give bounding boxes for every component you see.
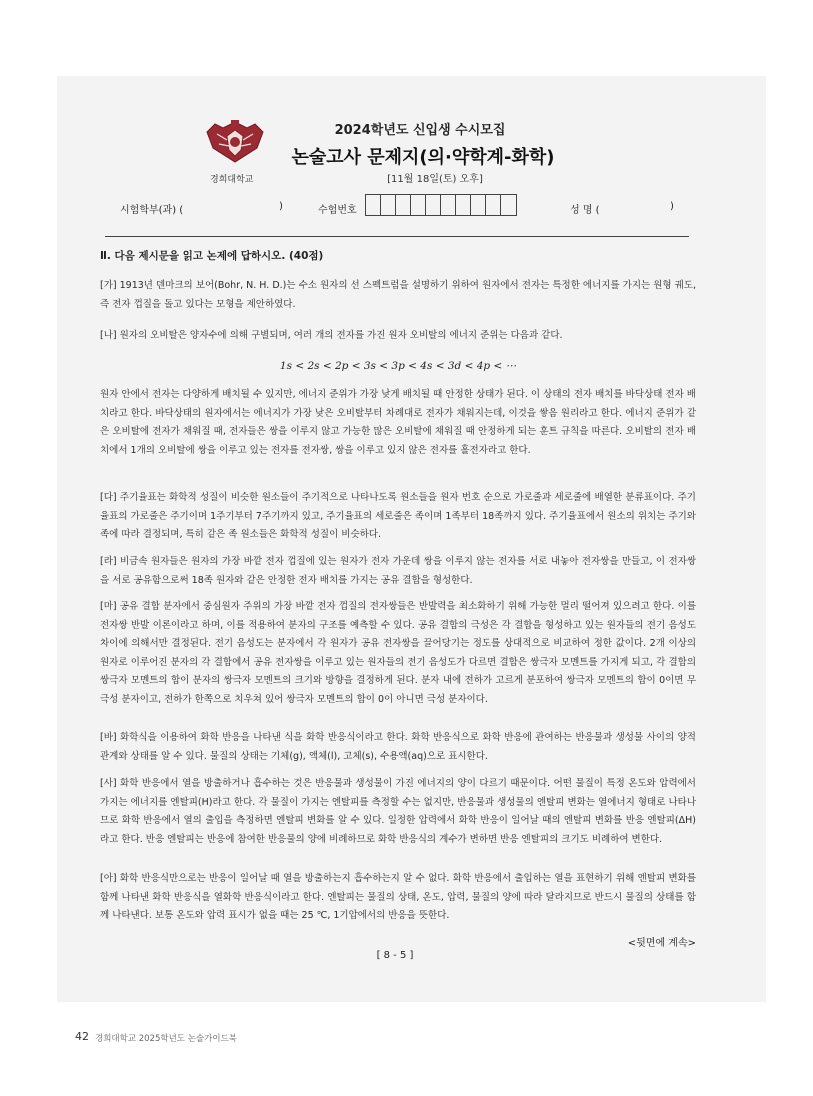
name-label: 성 명 ( bbox=[570, 205, 600, 216]
exam-number-digit[interactable] bbox=[366, 195, 381, 215]
name-close: ) bbox=[670, 201, 674, 212]
passage-ba: [바] 화학식을 이용하여 화학 반응을 나타낸 식을 화학 반응식이라고 한다. 화학 반응식으로 화학 반응에 관여하는 반응물과 생성물 사이의 양적 관계와 상태를 알 수 있다. 물질의 상태는 기체(g), 액체(l), 고체(s), 수용액(aq)으로 표시한다. bbox=[100, 732, 696, 762]
exam-year-title: 2024학년도 신입생 수시모집 bbox=[334, 123, 506, 138]
page-indicator: [ 8 - 5 ] bbox=[376, 950, 414, 961]
exam-number-digit[interactable] bbox=[501, 195, 516, 215]
exam-number-digit[interactable] bbox=[396, 195, 411, 215]
exam-number-digit[interactable] bbox=[486, 195, 501, 215]
orbital-order-formula: 1s < 2s < 2p < 3s < 3p < 4s < 3d < 4p < ⋯ bbox=[279, 360, 517, 372]
exam-number-boxes[interactable] bbox=[365, 194, 517, 216]
university-emblem-icon bbox=[203, 118, 267, 166]
passage-ma: [마] 공유 결합 분자에서 중심원자 주위의 가장 바깥 전자 껍질의 전자쌍들은 반발력을 최소화하기 위해 가능한 멀리 떨어져 있으려고 한다. 이를 전자쌍 반발 이론이라고 하며, 이를 적용하여 분자의 구조를 예측할 수 있다. 공유 결합의 극성은 각 결합을 형성하고 있는 원자들의 전기 음성도 차이에 의해서만 결정된다. 전기 음성도는 분자에서 각 원자가 공유 전자쌍을 끌어당기는 정도를 상대적으로 비교하여 정한 값이다. 2개 이상의 원자로 이루어진 분자의 각 결합에서 공유 전자쌍을 이루고 있는 원자들의 전기 음성도가 다르면 결합은 쌍극자 모멘트를 가지게 되고, 각 결합의 쌍극자 모멘트의 합이 분자의 쌍극자 모멘트의 크기와 방향을 결정하게 된다. 분자 내에 전하가 고르게 분포하여 쌍극자 모멘트의 합이 0이면 무극성 분자이고, 전하가 한쪽으로 치우쳐 있어 쌍극자 모멘트의 합이 0이 아니면 극성 분자이다. bbox=[100, 601, 696, 705]
exam-date: [11월 18일(토) 오후] bbox=[387, 174, 483, 185]
department-close: ) bbox=[279, 201, 283, 212]
exam-number-digit[interactable] bbox=[456, 195, 471, 215]
passage-ah: [아] 화학 반응식만으로는 반응이 일어날 때 열을 방출하는지 흡수하는지 알 수 없다. 화학 반응에서 출입하는 열을 표현하기 위해 엔탈피 변화를 함께 나타낸 화학 반응식을 열화학 반응식이라고 한다. 엔탈피는 물질의 상태, 온도, 압력, 물질의 양에 따라 달라지므로 반드시 물질의 상태를 함께 나타낸다. 보통 온도와 압력 표시가 없을 때는 25 ℃, 1기압에서의 반응을 뜻한다. bbox=[100, 873, 696, 921]
divider bbox=[105, 236, 689, 237]
footer-page-number: 42 bbox=[75, 1030, 89, 1043]
continued-note: <뒷면에 계속> bbox=[627, 938, 696, 949]
passage-na: [나] 원자의 오비탈은 양자수에 의해 구별되며, 여러 개의 전자를 가진 원자 오비탈의 에너지 준위는 다음과 같다. bbox=[100, 330, 563, 341]
page-title: 논술고사 문제지(의·약학계-화학) bbox=[291, 147, 555, 168]
exam-number-digit[interactable] bbox=[411, 195, 426, 215]
exam-number-digit[interactable] bbox=[381, 195, 396, 215]
exam-number-label: 수험번호 bbox=[318, 205, 357, 216]
exam-number-digit[interactable] bbox=[426, 195, 441, 215]
passage-ga: [가] 1913년 덴마크의 보어(Bohr, N. H. D.)는 수소 원자의 선 스펙트럼을 설명하기 위하여 원자에서 전자는 특정한 에너지를 가지는 원형 궤도, 즉 전자 껍질을 돌고 있다는 모형을 제안하였다. bbox=[100, 280, 696, 310]
footer-text: 경희대학교 2025학년도 논술가이드북 bbox=[95, 1034, 237, 1044]
passage-ra: [라] 비금속 원자들은 원자의 가장 바깥 전자 껍질에 있는 원자가 전자 가운데 쌍을 이루지 않는 전자를 서로 내놓아 전자쌍을 만들고, 이 전자쌍을 서로 공유함으로써 18족 원자와 같은 안정한 전자 배치를 가지는 공유 결합을 형성한다. bbox=[100, 556, 696, 586]
university-name: 경희대학교 bbox=[210, 175, 254, 185]
exam-number-digit[interactable] bbox=[471, 195, 486, 215]
passage-sa: [사] 화학 반응에서 열을 방출하거나 흡수하는 것은 반응물과 생성물이 가진 에너지의 양이 다르기 때문이다. 어떤 물질이 특정 온도와 압력에서 가지는 에너지를 엔탈피(H)라고 한다. 각 물질이 가지는 엔탈피를 측정할 수는 없지만, 반응물과 생성물의 엔탈피 변화는 열에너지 형태로 나타나므로 화학 반응에서 열의 출입을 측정하면 엔탈피 변화를 알 수 있다. 일정한 압력에서 화학 반응이 일어날 때의 엔탈피 변화를 반응 엔탈피(ΔH)라고 한다. 반응 엔탈피는 반응에 참여한 반응물의 양에 비례하므로 화학 반응식의 계수가 변하면 반응 엔탈피의 크기도 비례하여 변한다. bbox=[100, 778, 696, 845]
passage-na-continued: 원자 안에서 전자는 다양하게 배치될 수 있지만, 에너지 준위가 가장 낮게 배치될 때 안정한 상태가 된다. 이 상태의 전자 배치를 바닥상태 전자 배치라고 한다. 바닥상태의 원자에서는 에너지가 가장 낮은 오비탈부터 차례대로 전자가 채워지는데, 이것을 쌓음 원리라고 한다. 에너지 준위가 같은 오비탈에 전자가 채워질 때, 전자들은 쌍을 이루지 않고 가능한 많은 오비탈에 채워질 때 안정하게 되는 훈트 규칙을 따른다. 오비탈의 전자 배치에서 1개의 오비탈에 쌍을 이루고 있는 전자를 전자쌍, 쌍을 이루고 있지 않은 전자를 홀전자라고 한다. bbox=[100, 389, 696, 456]
passage-da: [다] 주기율표는 화학적 성질이 비슷한 원소들이 주기적으로 나타나도록 원소들을 원자 번호 순으로 가로줄과 세로줄에 배열한 분류표이다. 주기율표의 가로줄은 주기이며 1주기부터 7주기까지 있고, 주기율표의 세로줄은 족이며 1족부터 18족까지 있다. 주기율표에서 원소의 위치는 주기와 족에 따라 결정되며, 특히 같은 족 원소들은 화학적 성질이 비슷하다. bbox=[100, 492, 696, 540]
department-label: 시험학부(과) ( bbox=[120, 205, 184, 216]
exam-number-digit[interactable] bbox=[441, 195, 456, 215]
section-title: Ⅱ. 다음 제시문을 읽고 논제에 답하시오. (40점) bbox=[100, 250, 324, 262]
